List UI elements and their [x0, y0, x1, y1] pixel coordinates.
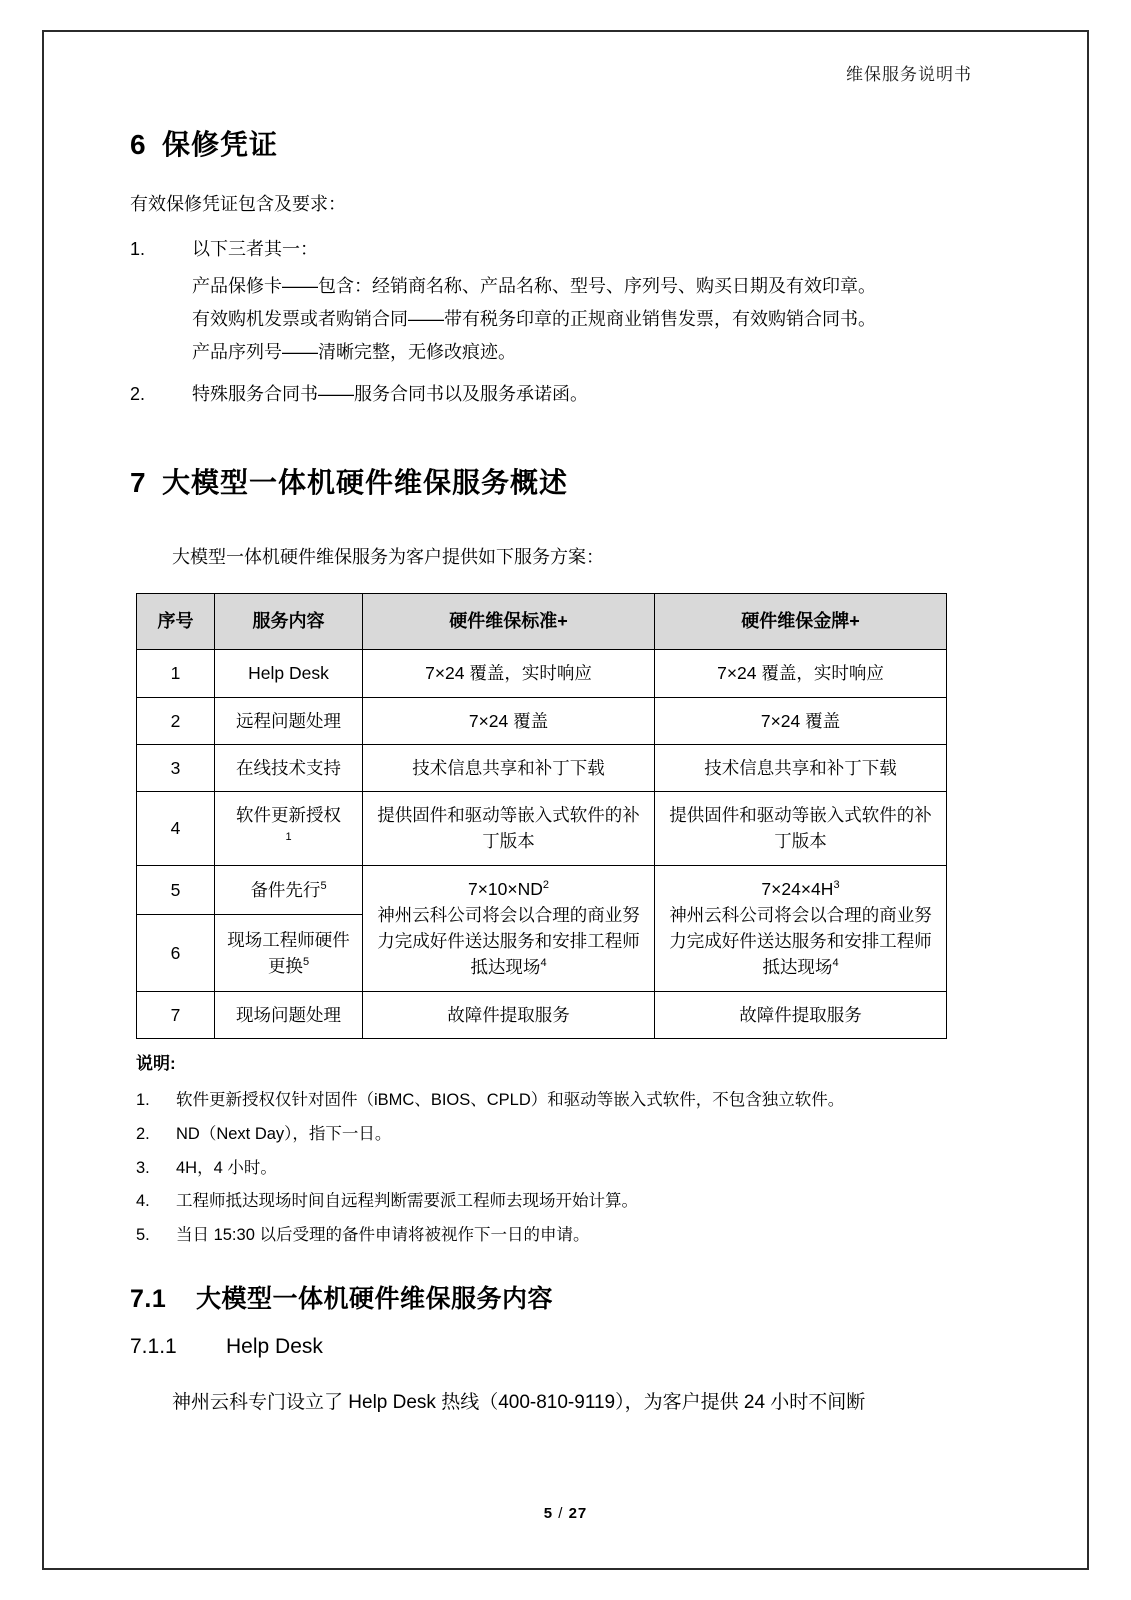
table-header-cell: 服务内容: [215, 594, 363, 650]
note-item: [136, 1118, 1000, 1152]
cell-no: 2: [137, 697, 215, 744]
cell-standard-text-2: 神州云科公司将会以合理的商业努力完成好件送达服务和安排工程师抵达现场: [377, 904, 640, 978]
cell-item: [215, 914, 363, 991]
section-7-1-1-number: 7.1.1: [130, 1334, 177, 1358]
section-7-1-number: 7.1: [130, 1284, 167, 1313]
service-plan-table: [136, 593, 947, 1039]
section-7-intro: 大模型一体机硬件维保服务为客户提供如下服务方案：: [172, 546, 604, 567]
cell-item-footnote: 5: [302, 955, 310, 968]
cell-gold-footnote-2: 4: [832, 957, 839, 970]
cell-item: Help Desk: [215, 650, 363, 697]
cell-item: 现场问题处理: [215, 991, 363, 1038]
section-7-1-1-title: Help Desk: [226, 1334, 323, 1358]
cell-gold: [655, 865, 947, 991]
section-6-number: 6: [130, 129, 147, 160]
cell-no: 1: [137, 650, 215, 697]
cell-no: 6: [137, 914, 215, 991]
cell-item-text: 备件先行: [250, 879, 321, 900]
section-6-list: [130, 233, 1000, 266]
table-row: [137, 865, 947, 914]
cell-standard: 7×24 覆盖: [363, 697, 655, 744]
cell-standard: 技术信息共享和补丁下载: [363, 744, 655, 791]
note-marker: 2.: [136, 1124, 150, 1143]
note-text: 4H，4 小时。: [176, 1158, 277, 1177]
table-row: [137, 991, 947, 1038]
list-item: [130, 233, 1000, 266]
cell-standard: 故障件提取服务: [363, 991, 655, 1038]
cell-item: [215, 865, 363, 914]
section-6-sublines: [130, 270, 1000, 370]
cell-gold-text: 7×24×4H: [761, 878, 834, 899]
subline: 产品序列号——清晰完整，无修改痕迹。: [192, 342, 516, 363]
section-7-heading: [130, 461, 1000, 501]
table-header-cell: 硬件维保标准+: [363, 594, 655, 650]
note-text: 当日 15:30 以后受理的备件申请将被视作下一日的申请。: [176, 1226, 590, 1245]
cell-item-footnote: 5: [320, 879, 327, 892]
cell-gold-text-2: 神州云科公司将会以合理的商业努力完成好件送达服务和安排工程师抵达现场: [669, 904, 932, 978]
cell-standard: 7×24 覆盖，实时响应: [363, 650, 655, 697]
section-7-1-1-heading: [130, 1335, 1000, 1359]
cell-gold: 提供固件和驱动等嵌入式软件的补丁版本: [655, 792, 947, 866]
table-header-cell: 硬件维保金牌+: [655, 594, 947, 650]
note-item: [136, 1152, 1000, 1186]
cell-standard-text: 7×10×ND: [467, 878, 543, 899]
note-marker: 4.: [136, 1192, 150, 1211]
note-marker: 3.: [136, 1158, 150, 1177]
section-6-heading: [130, 123, 1000, 163]
table-row: [137, 744, 947, 791]
cell-no: 7: [137, 991, 215, 1038]
table-header-cell: 序号: [137, 594, 215, 650]
list-marker: 2.: [130, 383, 146, 404]
cell-standard: 提供固件和驱动等嵌入式软件的补丁版本: [363, 792, 655, 866]
section-6-list-2: [130, 378, 1000, 411]
section-7-1-1-body: 神州云科专门设立了 Help Desk 热线（400-810-9119），为客户提供 24 小时不间断: [172, 1391, 866, 1413]
cell-gold: 技术信息共享和补丁下载: [655, 744, 947, 791]
cell-item: [215, 792, 363, 866]
section-7-1-title: 大模型一体机硬件维保服务内容: [196, 1284, 554, 1313]
cell-no: 4: [137, 792, 215, 866]
footer-current-page: 5: [543, 1505, 554, 1522]
cell-gold: 7×24 覆盖，实时响应: [655, 650, 947, 697]
note-item: [136, 1084, 1000, 1118]
cell-item-footnote: 1: [285, 831, 292, 844]
cell-standard-footnote: 2: [542, 878, 550, 891]
cell-item: 在线技术支持: [215, 744, 363, 791]
table-header-row: [137, 594, 947, 650]
footer-total-pages: 27: [568, 1505, 588, 1522]
cell-item: 远程问题处理: [215, 697, 363, 744]
table-row: [137, 650, 947, 697]
section-6-intro: 有效保修凭证包含及要求：: [130, 194, 346, 214]
note-text: 软件更新授权仅针对固件（iBMC、BIOS、CPLD）和驱动等嵌入式软件，不包含独立软件。: [176, 1090, 845, 1109]
subline: 有效购机发票或者购销合同——带有税务印章的正规商业销售发票，有效购销合同书。: [192, 309, 876, 330]
note-marker: 5.: [136, 1226, 150, 1245]
running-head: 维保服务说明书: [846, 65, 972, 84]
cell-standard: [363, 865, 655, 991]
section-6-title: 保修凭证: [162, 129, 279, 160]
page-footer: [0, 1505, 1131, 1522]
cell-gold: 故障件提取服务: [655, 991, 947, 1038]
section-7-number: 7: [130, 466, 147, 498]
subline: 产品保修卡——包含：经销商名称、产品名称、型号、序列号、购买日期及有效印章。: [192, 275, 876, 296]
note-item: [136, 1219, 1000, 1253]
section-7-1-heading: [130, 1279, 1000, 1315]
notes-title: 说明:: [136, 1053, 176, 1073]
cell-standard-footnote-2: 4: [540, 957, 547, 970]
note-text: ND（Next Day），指下一日。: [176, 1124, 392, 1143]
cell-no: 5: [137, 865, 215, 914]
cell-item-text: 软件更新授权: [236, 805, 341, 826]
list-text: 以下三者其一：: [192, 238, 318, 259]
note-marker: 1.: [136, 1090, 150, 1109]
list-marker: 1.: [130, 238, 146, 259]
cell-item-text: 现场工程师硬件更换: [227, 929, 350, 976]
list-item: [130, 378, 1000, 411]
cell-no: 3: [137, 744, 215, 791]
notes-list: [136, 1084, 1000, 1253]
list-text: 特殊服务合同书——服务合同书以及服务承诺函。: [192, 383, 588, 404]
page-content: [130, 60, 1000, 1421]
table-row: [137, 792, 947, 866]
section-7-title: 大模型一体机硬件维保服务概述: [162, 466, 569, 498]
cell-gold-footnote: 3: [833, 878, 840, 891]
cell-gold: 7×24 覆盖: [655, 697, 947, 744]
note-text: 工程师抵达现场时间自远程判断需要派工程师去现场开始计算。: [176, 1192, 638, 1211]
table-row: [137, 697, 947, 744]
note-item: [136, 1185, 1000, 1219]
footer-separator: /: [558, 1505, 564, 1522]
